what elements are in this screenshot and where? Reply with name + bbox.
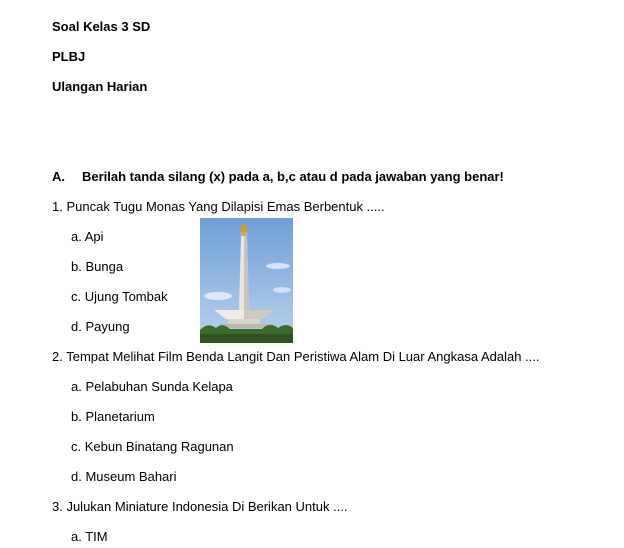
header-grade: Soal Kelas 3 SD [52,19,151,34]
option-1b: b. Bunga [71,259,124,274]
header-subject: PLBJ [52,49,86,64]
section-instruction [52,169,504,185]
question-2: 2. Tempat Melihat Film Benda Langit Dan Peristiwa Alam Di Luar Angkasa Adalah .... [52,349,540,364]
option-1d: d. Payung [71,319,130,334]
question-1: 1. Puncak Tugu Monas Yang Dilapisi Emas Berbentuk ..... [52,199,385,214]
option-3a: a. TIM [71,529,108,544]
section-letter: A. [52,169,65,184]
monas-monument-photo [200,218,293,343]
option-1a: a. Api [71,229,104,244]
option-2c: c. Kebun Binatang Ragunan [71,439,234,454]
option-1c: c. Ujung Tombak [71,289,168,304]
option-2d: d. Museum Bahari [71,469,177,484]
instruction-text: Berilah tanda silang (x) pada a, b,c atau d pada jawaban yang benar! [82,169,504,184]
option-2b: b. Planetarium [71,409,155,424]
header-exam-type: Ulangan Harian [52,79,148,94]
option-2a: a. Pelabuhan Sunda Kelapa [71,379,233,394]
question-3: 3. Julukan Miniature Indonesia Di Berikan Untuk .... [52,499,348,514]
